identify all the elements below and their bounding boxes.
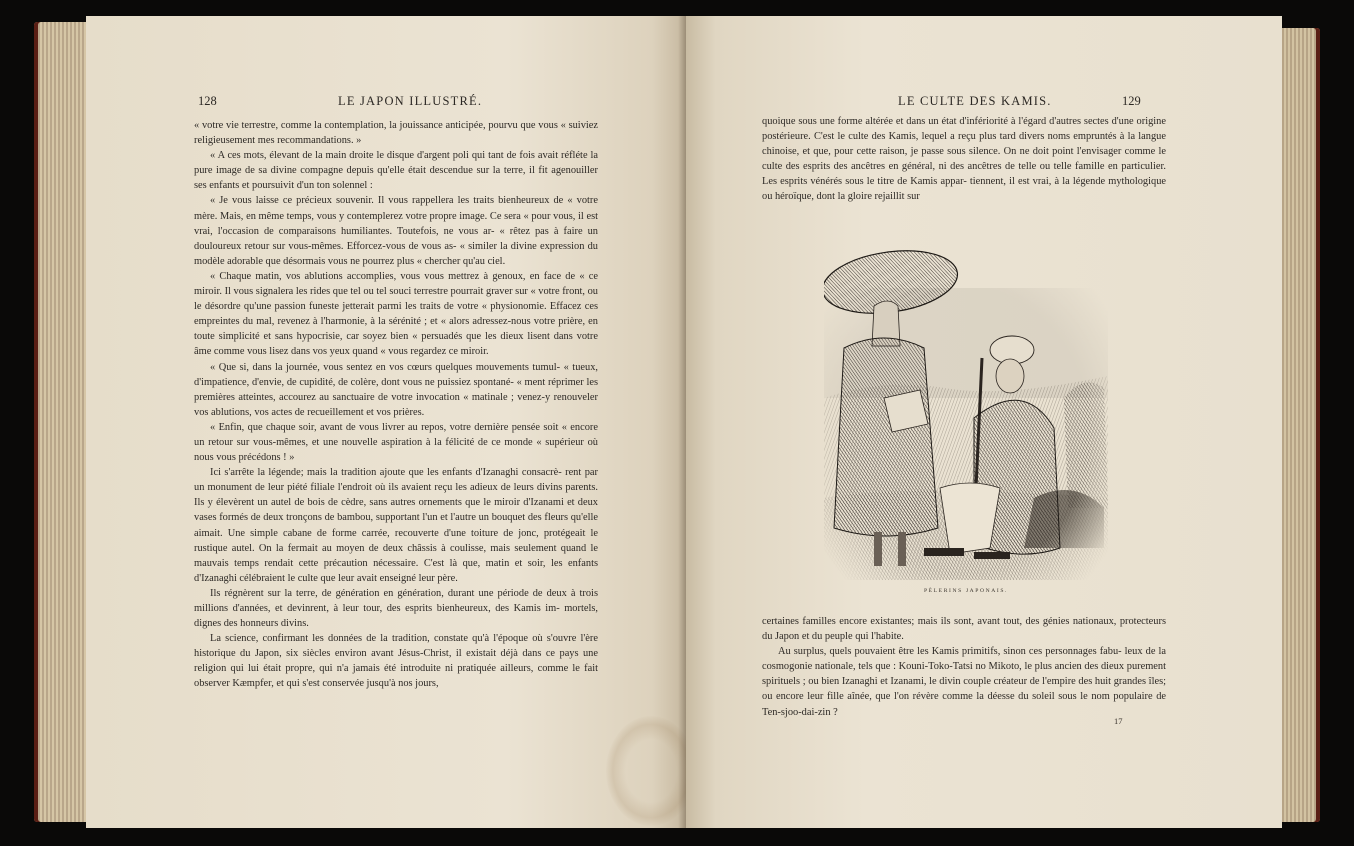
page-number-left: 128 xyxy=(198,94,217,108)
paragraph: Ils régnèrent sur la terre, de génération en génération, durant une période de deux à trois millions d'années, et devinrent, à leur tour, des esprits bienheureux, des Kamis im- mortels, dignes des honneurs divins. xyxy=(194,587,598,630)
paragraph: « Chaque matin, vos ablutions accomplies, vous vous mettrez à genoux, en face de « ce miroir. Il vous signalera les rides que tel ou tel souci terrestre pourrait graver sur « votre front, ou le désordre qu'une passion funeste jetterait parmi les traits de votre « physionomie. Effacez ces empreintes du mal, revenez à l'harmonie, à la sérénité ; et « alors adressez-nous votre prière, en toute simplicité et sans hypocrisie, car soyez bien « persuadés que les dieux lisent dans votre âme comme vous lisez dans vos yeux quand « vous regardez ce miroir. xyxy=(194,270,598,358)
running-head-right: LE CULTE DES KAMIS. xyxy=(898,94,1052,108)
paragraph: « Enfin, que chaque soir, avant de vous livrer au repos, votre dernière pensée soit « encore un retour sur vous-mêmes, et une nouvelle aspiration à la félicité de ce monde « supérieur où nous vous précédons ! » xyxy=(194,421,598,464)
running-head-left: LE JAPON ILLUSTRÉ. xyxy=(338,94,483,108)
paragraph: « Que si, dans la journée, vous sentez en vos cœurs quelques mouvements tumul- « tueux, d'impatience, d'envie, de cupidité, de colère, dont vous ne puissiez spontané- « ment réprimer les premières atteintes, accourez au sanctuaire de votre invocation « matinale ; venez-y renouveler vos ablutions, vos actes de recueillement et vos prières. xyxy=(194,361,598,418)
right-bottom-text xyxy=(762,614,1166,720)
paragraph: quoique sous une forme altérée et dans un état d'infériorité à l'égard d'autres sectes d'une origine postérieure. C'est le culte des Kamis, lequel a reçu plus tard divers noms empruntés à la langue chinoise, et que, pour cette raison, je passe sous silence. On ne doit point l'envisager comme le culte des esprits des ancêtres en général, ni des ancêtres de telle ou telle famille en particulier. Les esprits vénérés sous le titre de Kamis appar- tiennent, il est vrai, à la légende mythologique ou héroïque, dont la gloire rejaillit sur xyxy=(762,116,1166,203)
page-number-right: 129 xyxy=(1122,94,1141,108)
paragraph: « A ces mots, élevant de la main droite le disque d'argent poli qui tant de fois avait réfléte la pure image de sa divine compagne depuis qu'elle était descendue sur la terre, il fit agenouiller ses enfants et poursuivit d'un ton solennel : xyxy=(194,150,598,192)
open-book xyxy=(34,14,1324,832)
signature-mark: 17 xyxy=(1114,716,1123,726)
right-page xyxy=(686,16,1282,828)
figure-caption: PÈLERINS JAPONAIS. xyxy=(923,588,1009,594)
right-top-text xyxy=(762,114,1166,205)
paragraph: Ici s'arrête la légende; mais la tradition ajoute que les enfants d'Izanaghi consacrè- rent par un monument de leur piété filiale l'endroit où ils avaient reçu les adieux de leurs divins parents. Ils y élevèrent un autel de bois de cèdre, sans autres ornements que le miroir d'Izanami et deux vases formés de deux tronçons de bambou, supportant l'un et l'autre un bouquet des fleurs qu'elle aimait. Une simple cabane de forme carrée, recouverte d'une toiture de jonc, protégeait le rustique autel. On la fermait au moyen de deux châssis à coulisse, mais seulement quand le mauvais temps rendait cette précaution nécessaire. C'est là que, matin et soir, les enfants d'Izanaghi célébraient le culte que leur avait enseigné leur père. xyxy=(194,467,598,584)
paragraph: La science, confirmant les données de la tradition, constate qu'à l'époque où s'ouvre l'ère historique du Japon, six siècles environ avant Jésus-Christ, il existait déjà dans ce pays une religion qui lui était propre, qui n'a jamais été introduite ni pratiquée ailleurs, comme le fait observer Kæmpfer, et qui s'est conservée jusqu'à nos jours, xyxy=(194,633,598,690)
page-edges-left xyxy=(34,22,88,822)
left-page xyxy=(86,16,688,828)
engraving-japanese-pilgrims xyxy=(824,248,1108,580)
paragraph: « votre vie terrestre, comme la contemplation, la jouissance anticipée, pourvu que vous « suiviez religieusement mes recommandations. » xyxy=(194,120,598,147)
paragraph: « Je vous laisse ce précieux souvenir. Il vous rappellera les traits bienheureux de « votre mère. Mais, en même temps, vous y contemplerez votre propre image. Ce sera « pour vous, il est vrai, l'occasion de comparaisons humiliantes. Toutefois, ne vous ar- « rêtez pas à faire un douloureux retour sur vous-mêmes. Efforcez-vous de vous as- « similer la divine expression du modèle adorable que désormais vous ne pourrez plus « chercher qu'au ciel. xyxy=(194,195,598,267)
paragraph: Au surplus, quels pouvaient être les Kamis primitifs, sinon ces personnages fabu- leux de la cosmogonie nationale, tels que : Kouni-Toko-Tatsi no Mikoto, le plus ancien des dieux purement spirituels ; ou bien Izanaghi et Izanami, le divin couple créateur de l'empire des huit grandes îles; ou encore leur fille aînée, que l'on révère comme la déesse du soleil sous le nom populaire de Ten-sjoo-dai-zin ? xyxy=(762,646,1166,718)
paragraph: certaines familles encore existantes; mais ils sont, avant tout, des génies nationaux, protecteurs du Japon et du peuple qui l'habite. xyxy=(762,616,1166,643)
page-edges-right xyxy=(1280,28,1320,822)
left-body-text xyxy=(194,118,598,692)
